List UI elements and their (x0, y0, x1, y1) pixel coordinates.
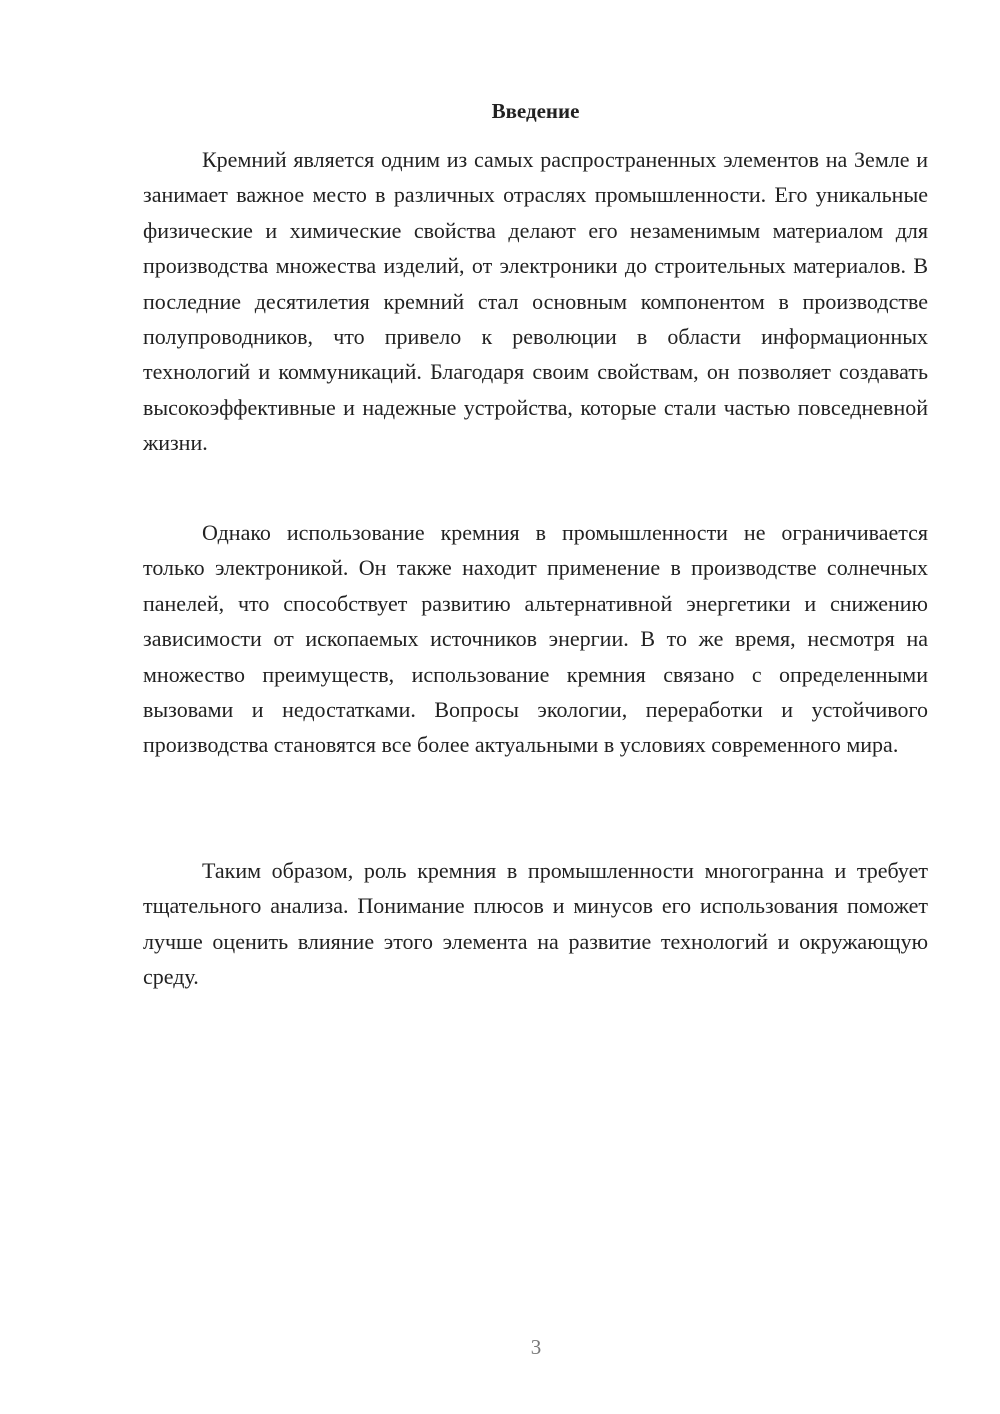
paragraph-3: Таким образом, роль кремния в промышленности многогранна и требует тщательного анализа. Понимание плюсов и минусов его использования поможет лучше оценить влияние этого элемента на развитие технологий и окружающую среду. (143, 858, 928, 990)
paragraph-1: Кремний является одним из самых распространенных элементов на Земле и занимает важное место в различных отраслях промышленности. Его уникальные физические и химические свойства делают его незаменимым материалом для производства множества изделий, от электроники до строительных материалов. В последние десятилетия кремний стал основным компонентом в производстве полупроводников, что привело к революции в области информационных технологий и коммуникаций. Благодаря своим свойствам, он позволяет создавать высокоэффективные и надежные устройства, которые стали частью повседневной жизни. (143, 147, 928, 456)
page-number: 3 (530, 1335, 542, 1359)
paragraph-2: Однако использование кремния в промышленности не ограничивается только электроникой. Он также находит применение в производстве солнечных панелей, что способствует развитию альтернативной энергетики и снижению зависимости от ископаемых источников энергии. В то же время, несмотря на множество преимуществ, использование кремния связано с определенными вызовами и недостатками. Вопросы экологии, переработки и устойчивого производства становятся все более актуальными в условиях современного мира. (143, 520, 928, 758)
section-heading: Введение (491, 99, 580, 123)
